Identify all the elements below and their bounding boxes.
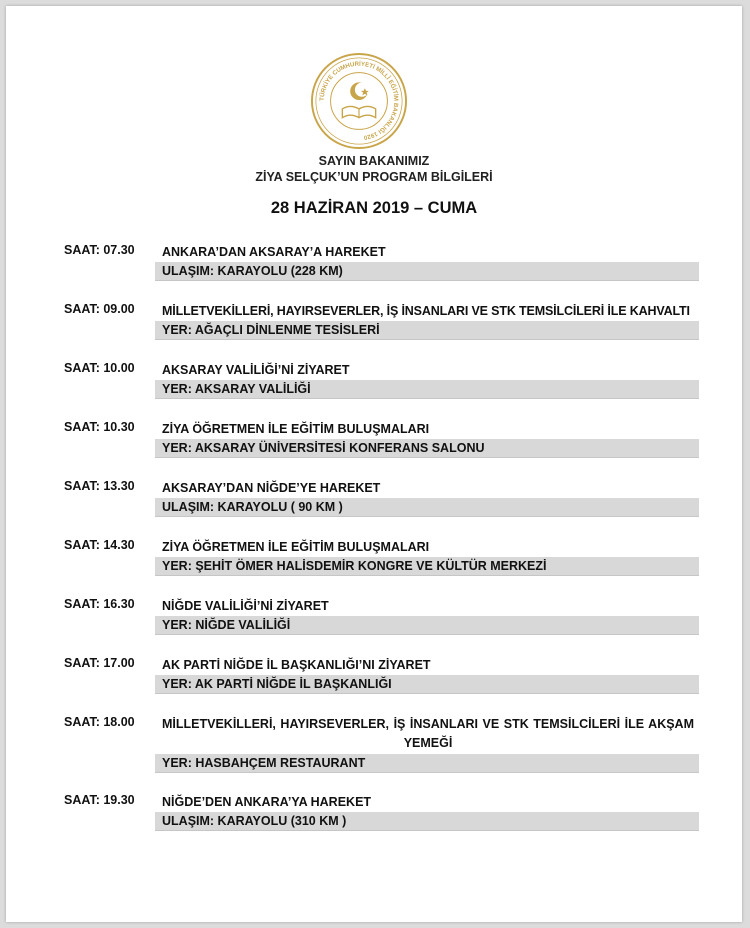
entry-time: SAAT: 07.30 <box>64 243 135 257</box>
entry-place: ULAŞIM: KARAYOLU (310 KM ) <box>155 812 699 831</box>
entry-place: ULAŞIM: KARAYOLU ( 90 KM ) <box>155 498 699 517</box>
entry-place: YER: AKSARAY ÜNİVERSİTESİ KONFERANS SALONU <box>155 439 699 458</box>
entry-activity: ZİYA ÖĞRETMEN İLE EĞİTİM BULUŞMALARI <box>162 422 430 436</box>
entry-time: SAAT: 16.30 <box>64 597 135 611</box>
entry-time: SAAT: 19.30 <box>64 793 135 807</box>
header-title: SAYIN BAKANIMIZ <box>318 154 430 168</box>
document-page <box>6 6 742 922</box>
entry-activity: ANKARA’DAN AKSARAY’A HAREKET <box>162 245 386 259</box>
entry-time: SAAT: 10.00 <box>64 361 135 375</box>
program-date: 28 HAZİRAN 2019 – CUMA <box>270 199 478 217</box>
entry-activity: AKSARAY’DAN NİĞDE’YE HAREKET <box>162 481 381 495</box>
entry-place: YER: AK PARTİ NİĞDE İL BAŞKANLIĞI <box>155 675 699 694</box>
entry-place: YER: AĞAÇLI DİNLENME TESİSLERİ <box>155 321 699 340</box>
entry-time: SAAT: 13.30 <box>64 479 135 493</box>
ministry-seal-icon <box>310 52 408 150</box>
entry-time: SAAT: 10.30 <box>64 420 135 434</box>
entry-activity: AKSARAY VALİLİĞİ’Nİ ZİYARET <box>162 363 350 377</box>
entry-time: SAAT: 09.00 <box>64 302 135 316</box>
seal-text: TÜRKİYE CUMHURİYETİ MİLLÎ EĞİTİM BAKANLIĞI 1920 <box>319 61 399 140</box>
header-subtitle: ZİYA SELÇUK’UN PROGRAM BİLGİLERİ <box>255 170 493 184</box>
entry-time: SAAT: 14.30 <box>64 538 135 552</box>
entry-activity: NİĞDE’DEN ANKARA’YA HAREKET <box>162 795 372 809</box>
entry-time: SAAT: 18.00 <box>64 715 135 729</box>
entry-activity: AK PARTİ NİĞDE İL BAŞKANLIĞI’NI ZİYARET <box>162 658 431 672</box>
entry-place: YER: AKSARAY VALİLİĞİ <box>155 380 699 399</box>
entry-activity: ZİYA ÖĞRETMEN İLE EĞİTİM BULUŞMALARI <box>162 540 430 554</box>
entry-activity: MİLLETVEKİLLERİ, HAYIRSEVERLER, İŞ İNSANLARI VE STK TEMSİLCİLERİ İLE AKŞAM YEMEĞİ <box>162 717 694 750</box>
entry-place: ULAŞIM: KARAYOLU (228 KM) <box>155 262 699 281</box>
entry-place: YER: HASBAHÇEM RESTAURANT <box>155 754 699 773</box>
entry-time: SAAT: 17.00 <box>64 656 135 670</box>
entry-place: YER: ŞEHİT ÖMER HALİSDEMİR KONGRE VE KÜLTÜR MERKEZİ <box>155 557 699 576</box>
entry-activity: NİĞDE VALİLİĞİ’Nİ ZİYARET <box>162 599 329 613</box>
entry-activity: MİLLETVEKİLLERİ, HAYIRSEVERLER, İŞ İNSANLARI VE STK TEMSİLCİLERİ İLE KAHVALTI <box>162 304 690 318</box>
entry-place: YER: NİĞDE VALİLİĞİ <box>155 616 699 635</box>
